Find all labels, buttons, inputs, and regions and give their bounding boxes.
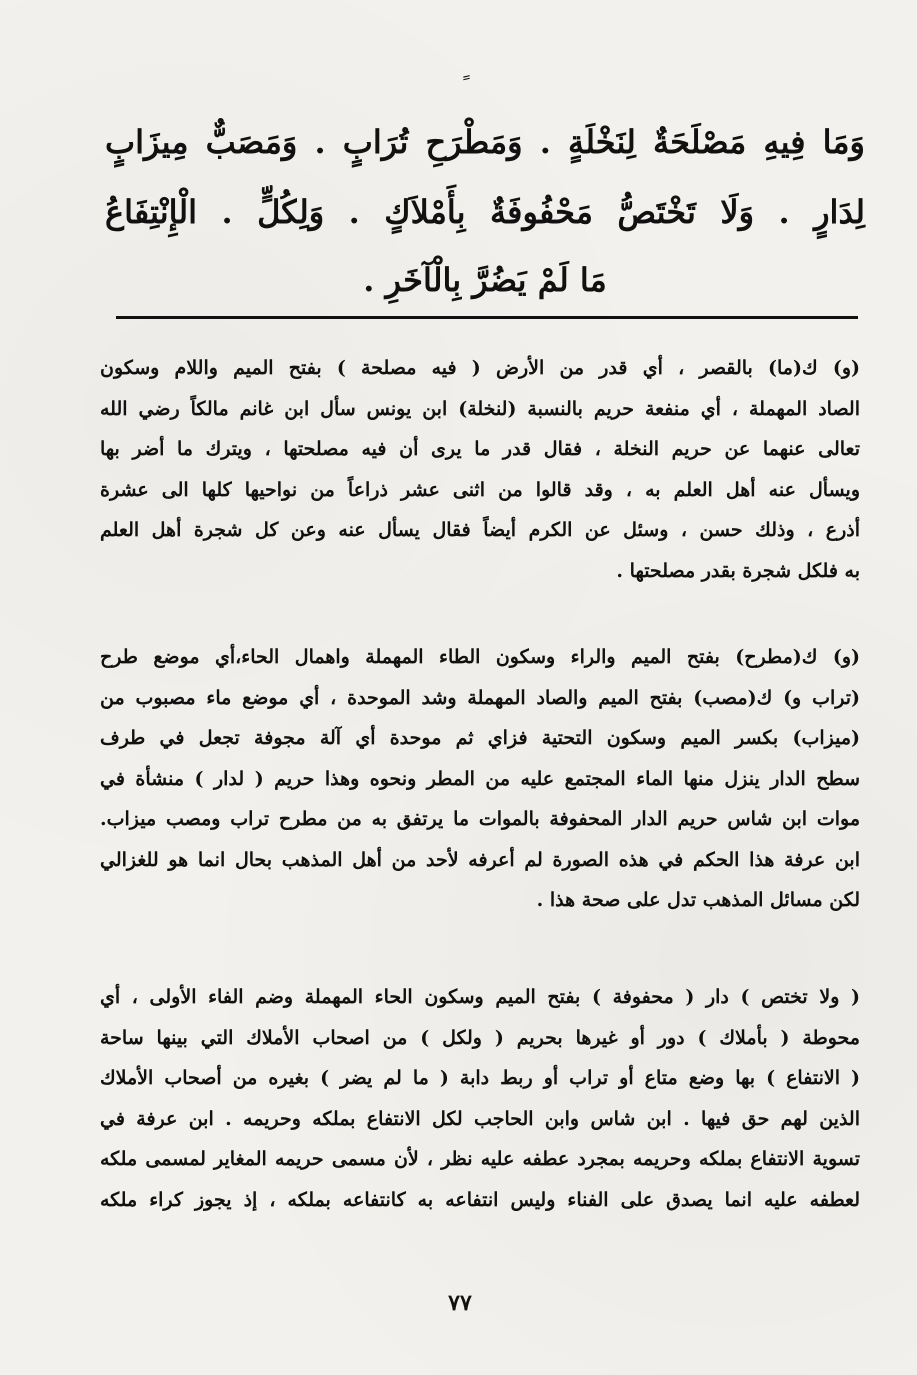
verse-line-2: لِدَارٍ . وَلَا تَخْتَصُّ مَحْفُوفَةٌ بِأَمْلاَكٍ . وَلِكُلٍّ . الْإِنْتِفَاعُ bbox=[105, 193, 865, 231]
commentary-line: ابن عرفة هذا الحكم في هذه الصورة لم أعرفه لأحد من أهل المذهب بحال انما هو للغزالي bbox=[100, 848, 860, 871]
commentary-paragraph-3 bbox=[100, 977, 860, 1220]
commentary-line: به فلكل شجرة بقدر مصلحتها . bbox=[616, 559, 860, 582]
commentary-line: الذين لهم حق فيها . ابن شاس وابن الحاجب لكل الانتفاع بملكه وحريمه . ابن عرفة في bbox=[100, 1107, 860, 1130]
commentary-line: ( الانتفاع ) بها وضع متاع أو تراب أو ربط دابة ( ما لم يضر ) بغيره من أصحاب الأملاك bbox=[100, 1067, 860, 1089]
verse-line-3: مَا لَمْ يَضُرَّ بِالْآخَرِ . bbox=[363, 261, 607, 299]
horizontal-divider bbox=[116, 316, 858, 319]
commentary-line: (و) ك(ما) بالقصر ، أي قدر من الأرض ( فيه مصلحة ) بفتح الميم واللام وسكون bbox=[100, 357, 860, 379]
commentary-line: ( ولا تختص ) دار ( محفوفة ) بفتح الميم وسكون الحاء المهملة وضم الفاء الأولى ، أي bbox=[100, 986, 860, 1008]
page-number: ٧٧ bbox=[448, 1290, 472, 1316]
commentary-line: (و) ك(مطرح) بفتح الميم والراء وسكون الطاء المهملة واهمال الحاء،أي موضع طرح bbox=[100, 646, 860, 668]
commentary-line: (تراب و) ك(مصب) بفتح الميم والصاد المهملة وشد الموحدة ، أي موضع ماء مصبوب من bbox=[100, 686, 860, 709]
commentary-line: الصاد المهملة ، أي منفعة حريم بالنسبة (لنخلة) ابن يونس سأل ابن غانم مالكاً رضي الله bbox=[100, 397, 860, 420]
commentary-line: لكن مسائل المذهب تدل على صحة هذا . bbox=[536, 889, 860, 911]
commentary-line: ويسأل عنه أهل العلم به ، وقد قالوا من اثنى عشر ذراعاً من نواحيها كلها الى عشرة bbox=[100, 478, 860, 501]
verse-line-1: وَمَا فِيهِ مَصْلَحَةٌ لِنَخْلَةٍ . وَمَطْرَحِ تُرَابٍ . وَمَصَبٌّ مِيزَابٍ bbox=[105, 123, 865, 161]
commentary-line: (ميزاب) بكسر الميم وسكون التحتية فزاي ثم موحدة أي آلة مجوفة تجعل في طرف bbox=[100, 727, 860, 749]
commentary-line: لعطفه عليه انما يصدق على الفناء وليس انتفاعه به كانتفاعه بملكه ، إذ يجوز كراء ملكه bbox=[100, 1188, 860, 1211]
commentary-paragraph-2 bbox=[100, 637, 860, 921]
page-top-mark bbox=[456, 58, 466, 80]
commentary-line: موات ابن شاس حريم الدار المحفوفة بالموات ما يرتفق به من مطرح تراب ومصب ميزاب. bbox=[100, 808, 860, 830]
commentary-line: أذرع ، وذلك حسن ، وسئل عن الكرم أيضاً فقال يسأل عنه وعن كل شجرة أهل العلم bbox=[100, 519, 860, 541]
commentary-line: سطح الدار ينزل منها الماء المجتمع عليه من المطر ونحوه وهذا حريم ( لدار ) منشأة في bbox=[100, 767, 860, 790]
commentary-line: تعالى عنهما عن حريم النخلة ، فقال قدر ما يرى أن فيه مصلحتها ، ويترك ما أضر بها bbox=[100, 438, 860, 460]
commentary-line: محوطة ( بأملاك ) دور أو غيرها بحريم ( ولكل ) من اصحاب الأملاك التي بينها ساحة bbox=[100, 1026, 860, 1049]
commentary-paragraph-1 bbox=[100, 348, 860, 591]
commentary-line: تسوية الانتفاع بملكه وحريمه بمجرد عطفه عليه نظر ، لأن مسمى حريمه المغاير لمسمى ملكه bbox=[100, 1148, 860, 1170]
